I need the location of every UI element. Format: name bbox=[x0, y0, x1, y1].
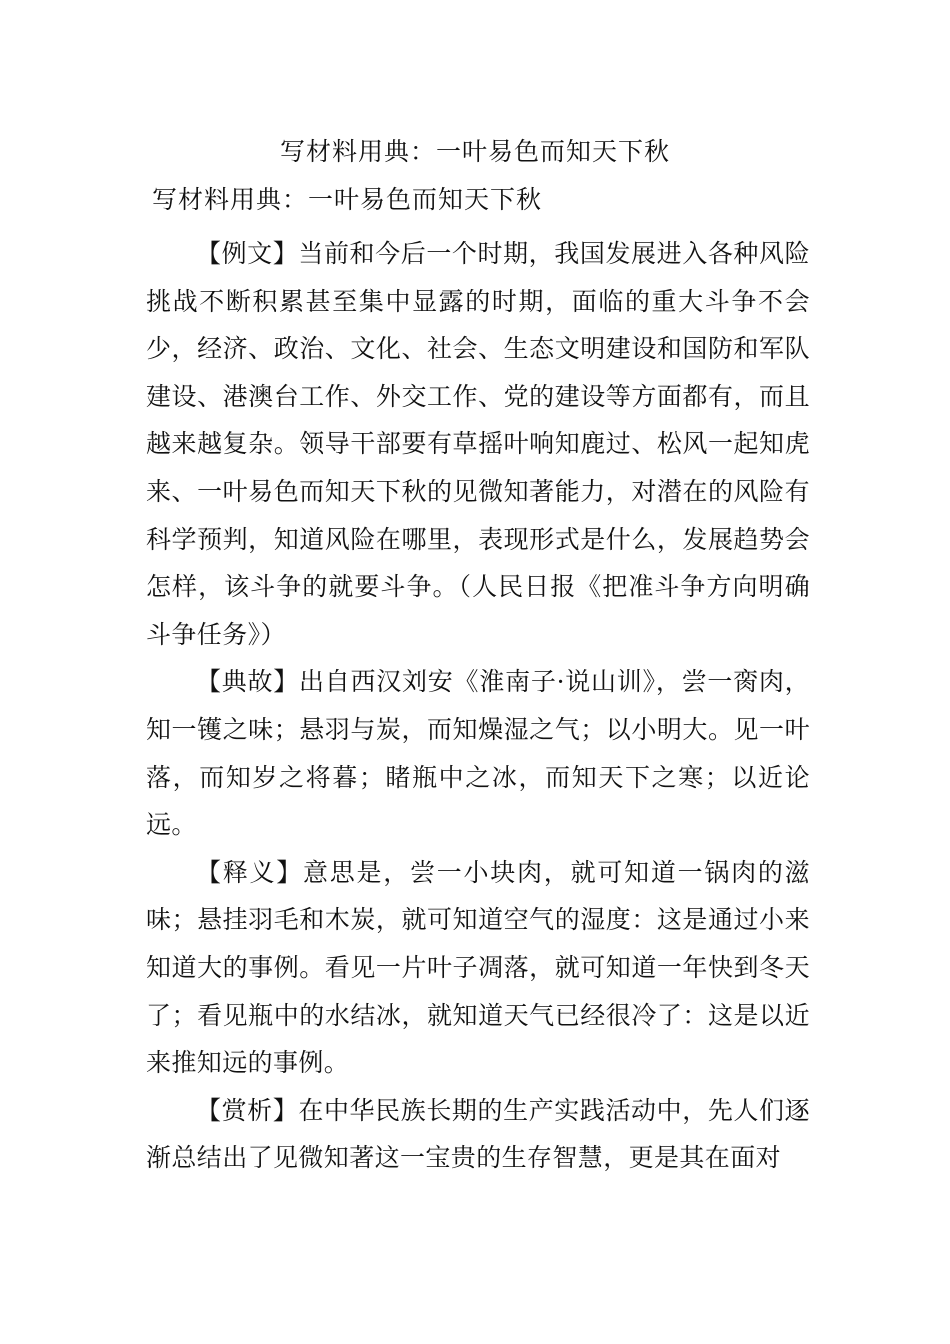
page-subtitle: 写材料用典：一叶易色而知天下秋 bbox=[152, 185, 543, 214]
paragraph-appreciation: 【赏析】在中华民族长期的生产实践活动中，先人们逐渐总结出了见微知著这一宝贵的生存智慧，更是其在面对 bbox=[146, 1095, 810, 1173]
page-title: 写材料用典：一叶易色而知天下秋 bbox=[279, 137, 670, 166]
paragraph-allusion: 【典故】出自西汉刘安《淮南子·说山训》，尝一脔肉，知一镬之味；悬羽与炭，而知燥湿之气；以小明大。见一叶落，而知岁之将暮；睹瓶中之冰，而知天下之寒；以近论远。 bbox=[146, 667, 810, 840]
document-body bbox=[146, 230, 810, 1182]
paragraph-example: 【例文】当前和今后一个时期，我国发展进入各种风险挑战不断积累甚至集中显露的时期，面临的重大斗争不会少，经济、政治、文化、社会、生态文明建设和国防和军队建设、港澳台工作、外交工作、党的建设等方面都有，而且越来越复杂。领导干部要有草摇叶响知鹿过、松风一起知虎来、一叶易色而知天下秋的见微知著能力，对潜在的风险有科学预判，知道风险在哪里，表现形式是什么，发展趋势会怎样，该斗争的就要斗争。（人民日报《把准斗争方向明确斗争任务》） bbox=[146, 239, 810, 649]
paragraph-interpretation: 【释义】意思是，尝一小块肉，就可知道一锅肉的滋味；悬挂羽毛和木炭，就可知道空气的湿度：这是通过小来知道大的事例。看见一片叶子凋落，就可知道一年快到冬天了；看见瓶中的水结冰，就知道天气已经很冷了：这是以近来推知远的事例。 bbox=[146, 857, 810, 1078]
